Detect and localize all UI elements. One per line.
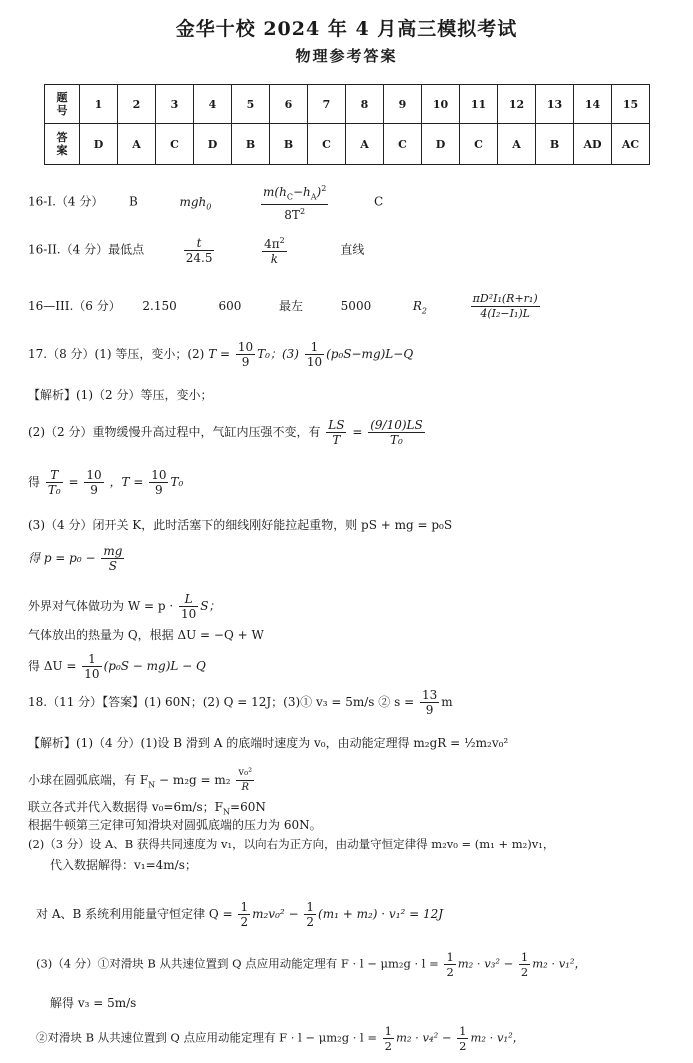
q17-result-fraction-1: $\frac{T}{\text{T₀}}$ — [47, 468, 61, 497]
table-cell-answer: A — [498, 124, 536, 165]
table-cell-answer: C — [308, 124, 346, 165]
q16i-answer-1: B — [129, 194, 138, 209]
page-title: 金华十校 2024 年 4 月高三模拟考试 — [175, 18, 518, 40]
table-cell-answer: C — [384, 124, 422, 165]
table-cell-number: 11 — [460, 85, 498, 124]
table-cell-number: 3 — [156, 85, 194, 124]
q16ii-fraction-2: $\frac{4\pi^2}{k}$ — [264, 236, 285, 266]
table-cell-answer: C — [460, 124, 498, 165]
q17-work-fraction: $\frac{L}{10}$ — [180, 592, 197, 621]
table-cell-answer: C — [156, 124, 194, 165]
q17-fraction-1: $\frac{10}{9}$ — [237, 340, 254, 369]
q17-analysis-2: (2)（2 分）重物缓慢升高过程中，气缸内压强不变，有 $\frac{LS}{T}$ = $\frac{(9/10)LS}{\text{T₀}}$ — [28, 418, 423, 447]
q18-fraction: $\frac{13}{9}$ — [421, 688, 438, 717]
table-header-number: 题 号 — [45, 85, 80, 124]
table-cell-number: 7 — [308, 85, 346, 124]
q16ii-line — [28, 234, 364, 266]
table-cell-number: 10 — [422, 85, 460, 124]
q18-analysis-fraction: $\frac{\text{v₀²}}{R}$ — [238, 767, 253, 793]
q18-analysis-5: (2)（3 分）设 A、B 获得共同速度为 v₁，以向右为正方向，由动量守恒定律得 m₂v₀ = (m₁ + m₂)v₁， — [28, 837, 555, 851]
table-cell-number: 8 — [346, 85, 384, 124]
q18-analysis-2: 小球在圆弧底端，有 $F_N - m_2g = m_2$ $\frac{\text{v₀²}}{R}$ — [28, 767, 253, 793]
q16iii-value-3: 最左 — [279, 299, 304, 313]
table-cell-answer: B — [232, 124, 270, 165]
answer-table — [44, 84, 650, 165]
q17-du-line: 得 ΔU = $\frac{1}{10}$ (p₀S − mg)L − Q — [28, 652, 206, 681]
q18-answer-line: 18.（11 分）【答案】(1) 60N；(2) Q = 12J；(3)① v₃ = 5m/s ② s = $\frac{13}{9}$ m — [28, 688, 453, 717]
q16iii-value-5: $R_2$ — [412, 299, 428, 316]
q18-analysis-7: 对 A、B 系统利用能量守恒定律 Q = $\frac{1}{2}$ m₂v₀² − $\frac{1}{2}$ (m₁ + m₂) · v₁² = 12J — [36, 900, 444, 929]
q17-result-fraction-3: $\frac{10}{9}$ — [151, 468, 167, 497]
answer-table-number-row — [45, 85, 650, 124]
q16iii-label: 16—III.（6 分） — [28, 299, 121, 313]
table-cell-answer: D — [80, 124, 118, 165]
q18-kinetic-fraction-1: $\frac{1}{2}$ — [446, 950, 454, 979]
q17-pressure-fraction: $\frac{mg}{S}$ — [103, 544, 123, 573]
q16i-fraction: $\frac{m(h_C-h_A)^2}{8T^2}$ — [263, 184, 327, 223]
table-cell-number: 12 — [498, 85, 536, 124]
q16iii-value-4: 5000 — [340, 299, 372, 313]
q18-analysis-4: 根据牛顿第三定律可知滑块对圆弧底端的压力为 60N。 — [28, 818, 322, 832]
answer-table-answer-row — [45, 124, 650, 165]
q16i-line — [28, 182, 383, 222]
q16i-label: 16-I.（4 分） — [28, 194, 104, 209]
q18-kinetic2-fraction-2: $\frac{1}{2}$ — [459, 1024, 467, 1053]
q18-analysis-10: ②对滑块 B 从共速位置到 Q 点应用动能定理有 F · l − μm₂g · l = $\frac{1}{2}$ m₂ · v₄² − $\frac{1}{2}$ m₂ · v₁²， — [36, 1024, 525, 1053]
q17-result-fraction-2: $\frac{10}{9}$ — [86, 468, 102, 497]
table-cell-number: 2 — [118, 85, 156, 124]
table-cell-number: 1 — [80, 85, 118, 124]
q16ii-fraction-1: $\frac{t}{24.5}$ — [185, 235, 213, 265]
q16iii-line — [28, 292, 542, 321]
table-cell-answer: AC — [612, 124, 650, 165]
table-cell-answer: B — [536, 124, 574, 165]
q17-analysis-fraction-1: $\frac{LS}{T}$ — [328, 418, 345, 447]
table-header-answer: 答 案 — [45, 124, 80, 165]
q17-analysis-fraction-2: $\frac{(9/10)LS}{\text{T₀}}$ — [370, 418, 423, 447]
q18-analysis-8: (3)（4 分）①对滑块 B 从共速位置到 Q 点应用动能定理有 F · l − μm₂g · l = $\frac{1}{2}$ m₂ · v₃² − $\frac{1}{2}$ m₂ · v₁²， — [36, 950, 586, 979]
table-cell-number: 14 — [574, 85, 612, 124]
table-cell-number: 5 — [232, 85, 270, 124]
q18-analysis-9: 解得 v₃ = 5m/s — [50, 996, 137, 1010]
q17-heat-line: 气体放出的热量为 Q，根据 ΔU = −Q + W — [28, 628, 264, 642]
table-cell-number: 15 — [612, 85, 650, 124]
q16iii-value-2: 600 — [218, 299, 242, 313]
q18-energy-fraction-2: $\frac{1}{2}$ — [306, 900, 315, 929]
table-cell-number: 6 — [270, 85, 308, 124]
q17-pressure-line: 得 p = p₀ − $\frac{mg}{S}$ — [28, 544, 123, 573]
q16ii-answer-3: 直线 — [340, 242, 365, 257]
q16i-answer-4: C — [373, 194, 384, 209]
page-subtitle: 物理参考答案 — [295, 47, 398, 65]
q16iii-fraction: $\frac{\text{πD²I₁(R+r₁)}}{\text{4(I₂−I₁)L}}$ — [472, 292, 538, 320]
q17-result-line: 得 $\frac{T}{\text{T₀}}$ = $\frac{10}{9}$ ，T = $\frac{10}{9}$ T₀ — [28, 468, 184, 497]
q17-work-line: 外界对气体做功为 W = p · $\frac{L}{10}$ S； — [28, 592, 221, 621]
q18-analysis-3: 联立各式并代入数据得 v₀=6m/s；$F_N=60N$ — [28, 800, 266, 817]
q16iii-value-1: 2.150 — [142, 299, 177, 313]
q18-kinetic-fraction-2: $\frac{1}{2}$ — [520, 950, 529, 979]
table-cell-number: 13 — [536, 85, 574, 124]
q17-answer-line: 17.（8 分）(1) 等压，变小；(2) T = $\frac{10}{9}$ T₀；(3) $\frac{1}{10}$ (p₀S−mg)L−Q — [28, 340, 414, 369]
table-cell-answer: AD — [574, 124, 612, 165]
q18-kinetic2-fraction-1: $\frac{1}{2}$ — [384, 1024, 392, 1053]
q18-energy-fraction-1: $\frac{1}{2}$ — [240, 900, 249, 929]
table-cell-answer: A — [346, 124, 384, 165]
q16ii-label: 16-II.（4 分）最低点 — [28, 242, 145, 257]
table-cell-answer: D — [422, 124, 460, 165]
q17-part-3: (3)（4 分）闭开关 K，此时活塞下的细线刚好能拉起重物，则 pS + mg = p₀S — [28, 518, 453, 532]
table-cell-number: 9 — [384, 85, 422, 124]
table-cell-answer: D — [194, 124, 232, 165]
q17-analysis-1: 【解析】(1)（2 分）等压，变小； — [28, 388, 213, 402]
q17-du-fraction: $\frac{1}{10}$ — [84, 652, 100, 681]
q18-analysis-6: 代入数据解得：v₁=4m/s； — [50, 858, 197, 872]
q17-fraction-2: $\frac{1}{10}$ — [306, 340, 323, 369]
table-cell-number: 4 — [194, 85, 232, 124]
q16i-answer-2: mgh$_0$ — [179, 194, 212, 212]
q18-analysis-1: 【解析】(1)（4 分）(1)设 B 滑到 A 的底端时速度为 v₀，由动能定理得 m₂gR = ½m₂v₀² — [28, 736, 509, 750]
table-cell-answer: A — [118, 124, 156, 165]
table-cell-answer: B — [270, 124, 308, 165]
